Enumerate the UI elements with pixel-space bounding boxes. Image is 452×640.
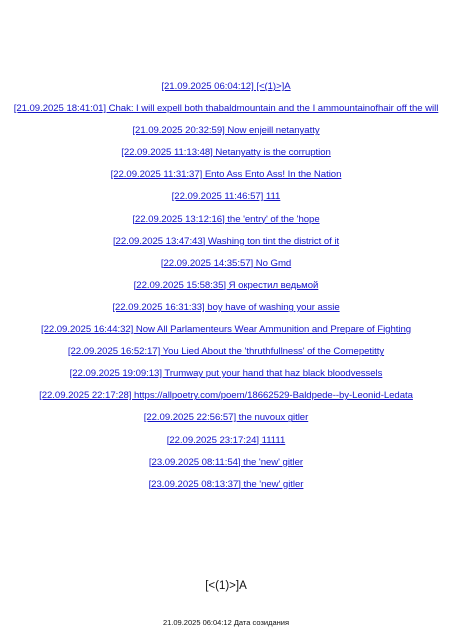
post-link[interactable]: [22.09.2025 16:44:32] Now All Parlamenteurs Wear Ammunition and Prepare of Fighting [40,324,412,336]
post-link[interactable]: [21.09.2025 20:32:59] Now enjeill netanyatty [132,125,320,137]
post-link[interactable]: [22.09.2025 11:46:57] 111 [171,191,281,203]
list-item [8,255,444,270]
creation-date: 21.09.2025 06:04:12 Дата созидания [162,618,290,627]
list-item [8,321,444,336]
list-item [8,432,444,447]
list-item [8,454,444,469]
list-item [8,365,444,380]
list-item [8,188,444,203]
list-item [8,166,444,181]
post-link[interactable]: [23.09.2025 08:11:54] the 'new' gitler [148,456,304,468]
post-link[interactable]: [22.09.2025 16:52:17] You Lied About the 'thruthfullness' of the Comepetitty [67,346,385,358]
list-item [8,78,444,93]
post-link-list [8,78,444,498]
list-item [8,144,444,159]
list-item [8,476,444,491]
post-link[interactable]: [22.09.2025 16:31:33] boy have of washing your assie [112,301,340,313]
post-link[interactable]: [22.09.2025 13:47:43] Washing ton tint the district of it [112,235,340,247]
post-link[interactable]: [22.09.2025 22:17:28] https://allpoetry.com/poem/18662529-Baldpede--by-Leonid-Ledata [39,390,413,402]
post-link[interactable]: [21.09.2025 06:04:12] [<(1)>]A [161,81,291,92]
post-link[interactable]: [22.09.2025 22:56:57] the nuvoux gitler [143,412,309,424]
post-link[interactable]: [22.09.2025 19:09:13] Trumway put your hand that haz black bloodvessels [69,368,383,380]
post-link[interactable]: [22.09.2025 11:13:48] Netanyatty is the corruption [121,147,331,159]
list-item [8,211,444,226]
list-item [8,277,444,292]
post-link[interactable]: [22.09.2025 15:58:35] Я окрестил ведьмой [133,279,319,291]
list-item [8,233,444,248]
list-item [4,100,448,115]
list-item [8,343,444,358]
list-item [8,299,444,314]
page-title: [<(1)>]A [205,580,247,592]
post-link[interactable]: [22.09.2025 14:35:57] No Gmd [160,257,292,269]
post-link[interactable]: [21.09.2025 18:41:01] Chak: I will expell both thabaldmountain and the I ammountainofhair off the will [13,103,439,115]
post-link[interactable]: [22.09.2025 11:31:37] Ento Ass Ento Ass! In the Nation [110,169,342,181]
post-link[interactable]: [22.09.2025 23:17:24] 11111 [166,434,286,446]
post-link[interactable]: [23.09.2025 08:13:37] the 'new' gitler [148,478,304,490]
list-item [8,409,444,424]
post-link[interactable]: [22.09.2025 13:12:16] the 'entry' of the 'hope [132,213,320,225]
list-item [8,387,444,402]
list-item [8,122,444,137]
